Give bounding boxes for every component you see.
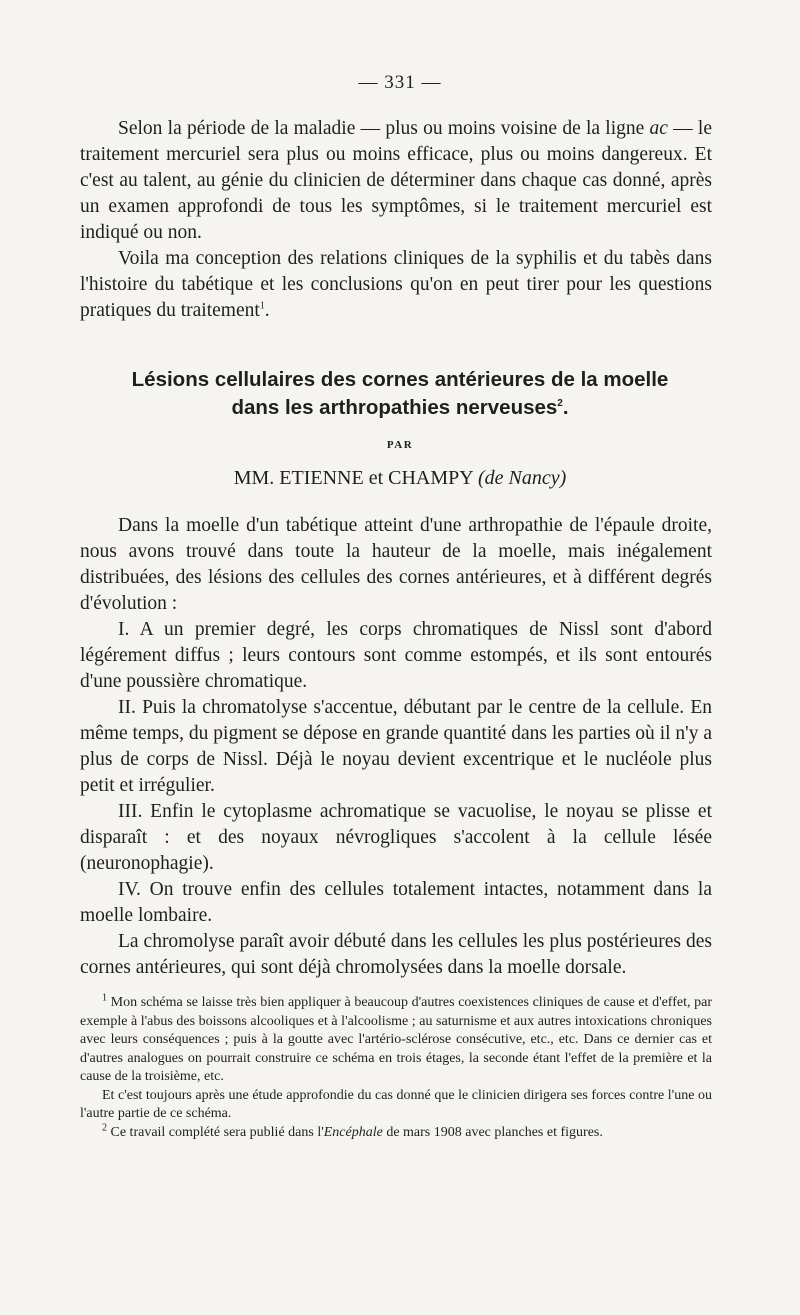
- article-title-end: .: [562, 396, 569, 419]
- footnote-1: [80, 994, 712, 1087]
- body-paragraph-5: IV. On trouve enfin des cellules totalement intactes, notamment dans la moelle lombaire.: [80, 879, 712, 926]
- footnotes: [80, 994, 712, 1142]
- authors-names: MM. ETIENNE et CHAMPY: [233, 467, 473, 489]
- body-paragraph-1: Dans la moelle d'un tabétique atteint d'une arthropathie de l'épaule droite, nous avons trouvé dans toute la hauteur de la moelle, mais inégalement distribuées, des lésions des cellules des cornes antérieures, et à différent degrés d'évolution :: [80, 515, 712, 614]
- footnote-2-text: Ce travail complété sera publié dans l': [107, 1124, 324, 1140]
- body-paragraph-6: La chromolyse paraît avoir débuté dans les cellules les plus postérieures des cornes antérieures, qui sont déjà chromolysées dans la moelle dorsale.: [80, 931, 712, 978]
- authors-affiliation: (de Nancy): [477, 467, 567, 489]
- intro-p1-text-cont: — le traitement mercuriel sera plus ou moins efficace, plus ou moins dangereux. Et c'est au talent, au génie du clinicien de déterminer dans chaque cas donné, après un examen approfondi de tous les symptômes, si le traitement mercuriel est indiqué ou non.: [80, 118, 712, 243]
- body-paragraph-4: III. Enfin le cytoplasme achromatique se vacuolise, le noyau se plisse et disparaît : et des noyaux névrogliques s'accolent à la cellule lésée (neuronophagie).: [80, 801, 712, 874]
- page-number: — 331 —: [358, 72, 442, 93]
- intro-p1-line-label: ac: [649, 118, 668, 139]
- article-title-line-1: Lésions cellulaires des cornes antérieures de la moelle: [131, 368, 669, 391]
- footnote-2-text-end: de mars 1908 avec planches et figures.: [382, 1124, 603, 1140]
- footnote-2-mark: 2: [102, 1121, 107, 1133]
- authors-line: [0, 467, 800, 490]
- article-title-line-2: dans les arthropathies nerveuses: [231, 396, 558, 419]
- footnote-1-text: Mon schéma se laisse très bien appliquer à beaucoup d'autres coexistences cliniques de cause et d'effet, par exemple à l'abus des boissons alcooliques et à l'alcoolisme ; au saturnisme et aux autres intoxications chroniques avec leurs conséquences ; puis à la goutte avec l'artério-sclérose consécutive, etc., etc. Dans ce dernier cas et d'autres analogues on pourrait construire ce schéma en trois étages, la seconde étant l'effet de la première et la cause de la troisième, etc.: [80, 995, 712, 1084]
- intro-paragraph-1: [80, 116, 712, 246]
- footnote-ref-1: 1: [259, 300, 265, 312]
- footnote-1-mark: 1: [102, 992, 107, 1004]
- intro-p2-text: Voila ma conception des relations cliniques de la syphilis et du tabès dans l'histoire du tabétique et les conclusions qu'on en peut tirer pour les questions pratiques du traitement: [80, 248, 712, 321]
- body-paragraph-2: I. A un premier degré, les corps chromatiques de Nissl sont d'abord légérement diffus ; leurs contours sont comme estompés, et ils sont entourés d'une poussière chromatique.: [80, 619, 712, 692]
- footnote-1-continuation: Et c'est toujours après une étude approfondie du cas donné que le clinicien dirigera ses forces contre l'une ou l'autre partie de ce schéma.: [80, 1087, 712, 1121]
- intro-p1-text: Selon la période de la maladie — plus ou moins voisine de la ligne: [118, 118, 650, 139]
- byline-par: PAR: [386, 439, 414, 451]
- footnote-ref-2: 2: [557, 398, 563, 410]
- footnote-2: [80, 1121, 712, 1143]
- footnote-2-journal: Encéphale: [323, 1124, 383, 1140]
- intro-p2-end: .: [264, 300, 270, 321]
- body-paragraph-3: II. Puis la chromatolyse s'accentue, débutant par le centre de la cellule. En même temps, du pigment se dépose en grande quantité dans les parties où il n'y a plus de corps de Nissl. Déjà le noyau devient excentrique et le nucléole plus petit et irrégulier.: [80, 697, 712, 796]
- article-body: [80, 513, 712, 981]
- article-title: [60, 366, 740, 422]
- intro-paragraph-2: [80, 246, 712, 324]
- intro-section: [80, 116, 712, 324]
